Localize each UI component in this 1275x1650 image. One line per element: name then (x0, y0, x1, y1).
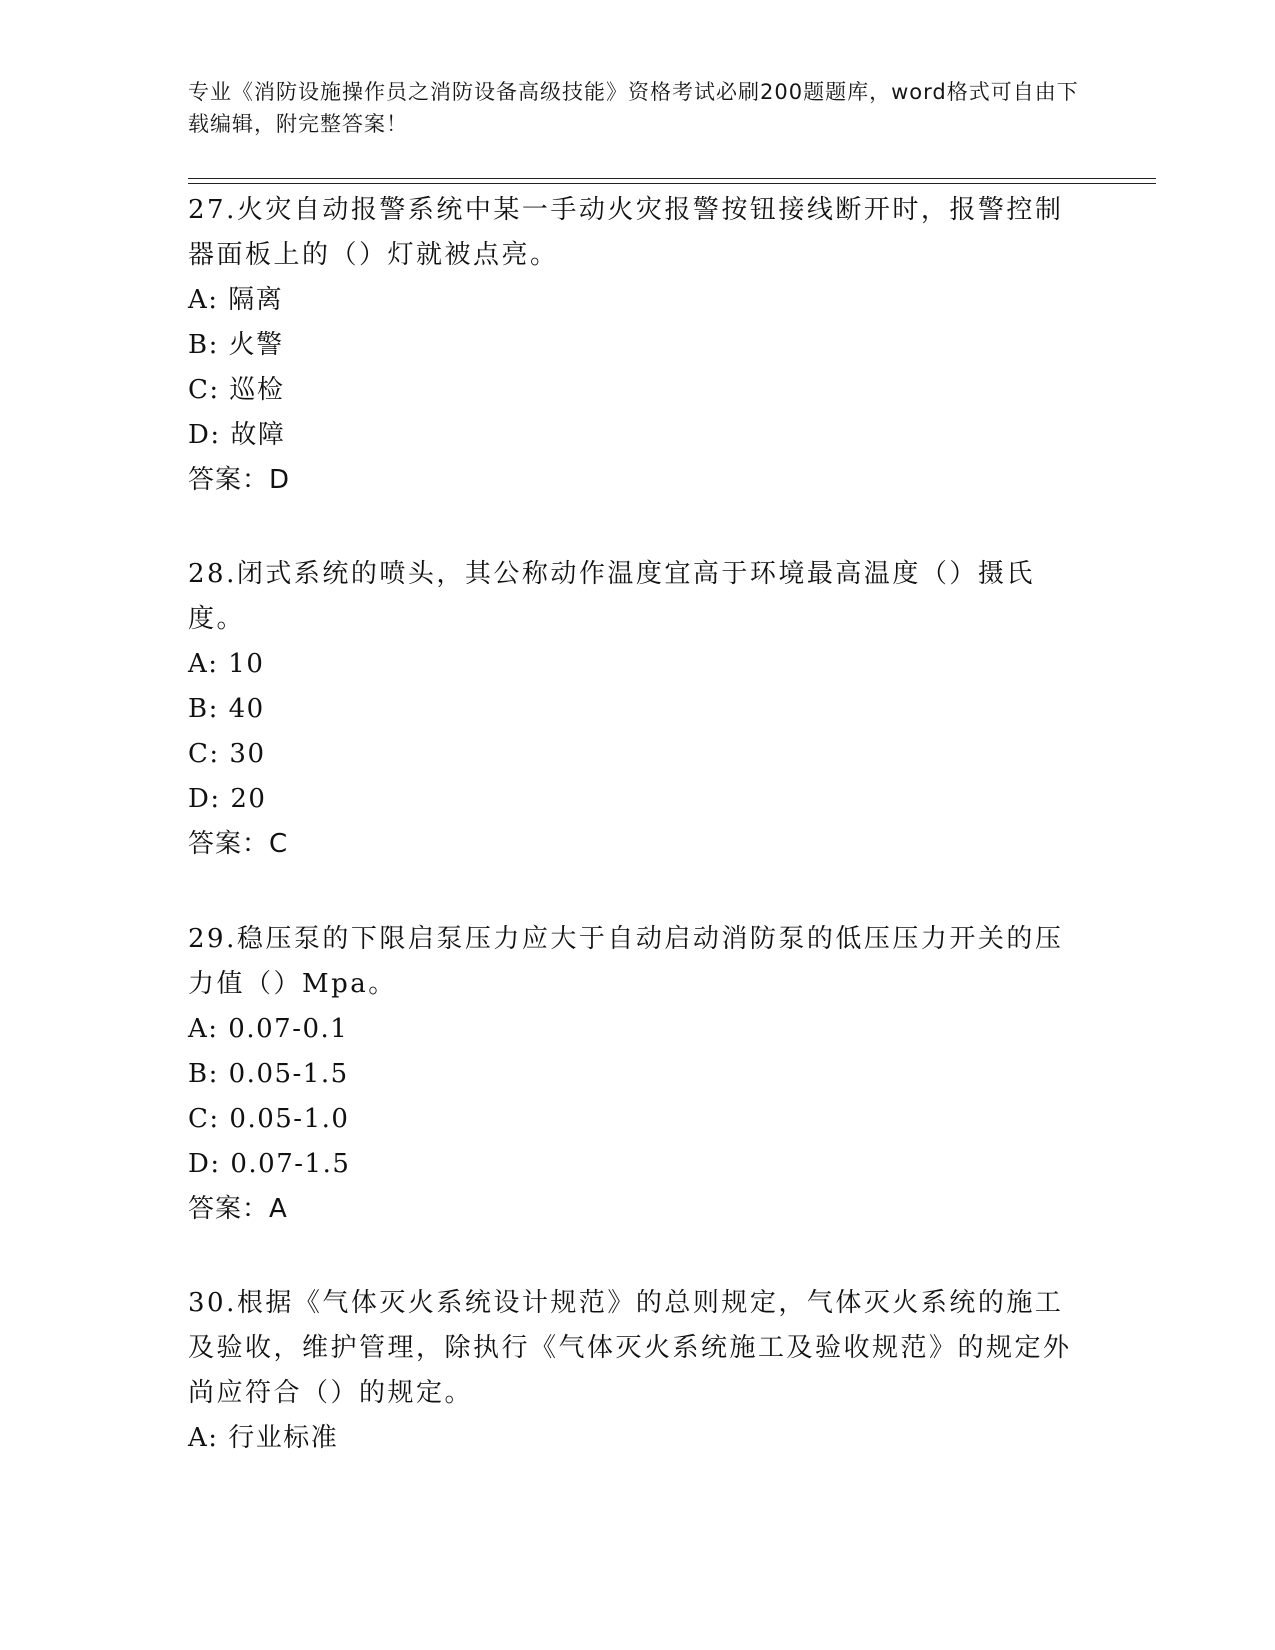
question-27 (188, 188, 1088, 503)
option-a: A: 10 (188, 649, 265, 679)
answer: 答案：C (188, 829, 289, 859)
option-c: C: 巡检 (188, 375, 285, 405)
option-d: D: 故障 (188, 420, 286, 450)
question-stem: 30.根据《气体灭火系统设计规范》的总则规定，气体灭火系统的施工及验收，维护管理，除执行《气体灭火系统施工及验收规范》的规定外尚应符合（）的规定。 (188, 1288, 1072, 1408)
option-b: B: 火警 (188, 330, 284, 360)
question-stem: 28.闭式系统的喷头，其公称动作温度宜高于环境最高温度（）摄氏度。 (188, 559, 1035, 634)
option-a: A: 0.07-0.1 (188, 1014, 349, 1044)
option-c: C: 0.05-1.0 (188, 1104, 350, 1134)
option-c: C: 30 (188, 739, 266, 769)
option-d: D: 0.07-1.5 (188, 1149, 351, 1179)
option-b: B: 40 (188, 694, 265, 724)
option-a: A: 行业标准 (188, 1423, 339, 1453)
question-30 (188, 1281, 1088, 1461)
question-stem: 29.稳压泵的下限启泵压力应大于自动启动消防泵的低压压力开关的压力值（）Mpa。 (188, 924, 1064, 999)
answer: 答案：D (188, 465, 291, 495)
option-d: D: 20 (188, 784, 267, 814)
question-28 (188, 552, 1088, 867)
answer: 答案：A (188, 1194, 288, 1224)
option-b: B: 0.05-1.5 (188, 1059, 349, 1089)
header-divider-top (188, 178, 1156, 179)
option-a: A: 隔离 (188, 285, 284, 315)
header-divider-bottom (188, 183, 1156, 184)
question-stem: 27.火灾自动报警系统中某一手动火灾报警按钮接线断开时，报警控制器面板上的（）灯就被点亮。 (188, 195, 1064, 270)
document-header: 专业《消防设施操作员之消防设备高级技能》资格考试必刷200题题库，word格式可自由下载编辑，附完整答案！ (188, 80, 1079, 136)
question-29 (188, 917, 1088, 1232)
